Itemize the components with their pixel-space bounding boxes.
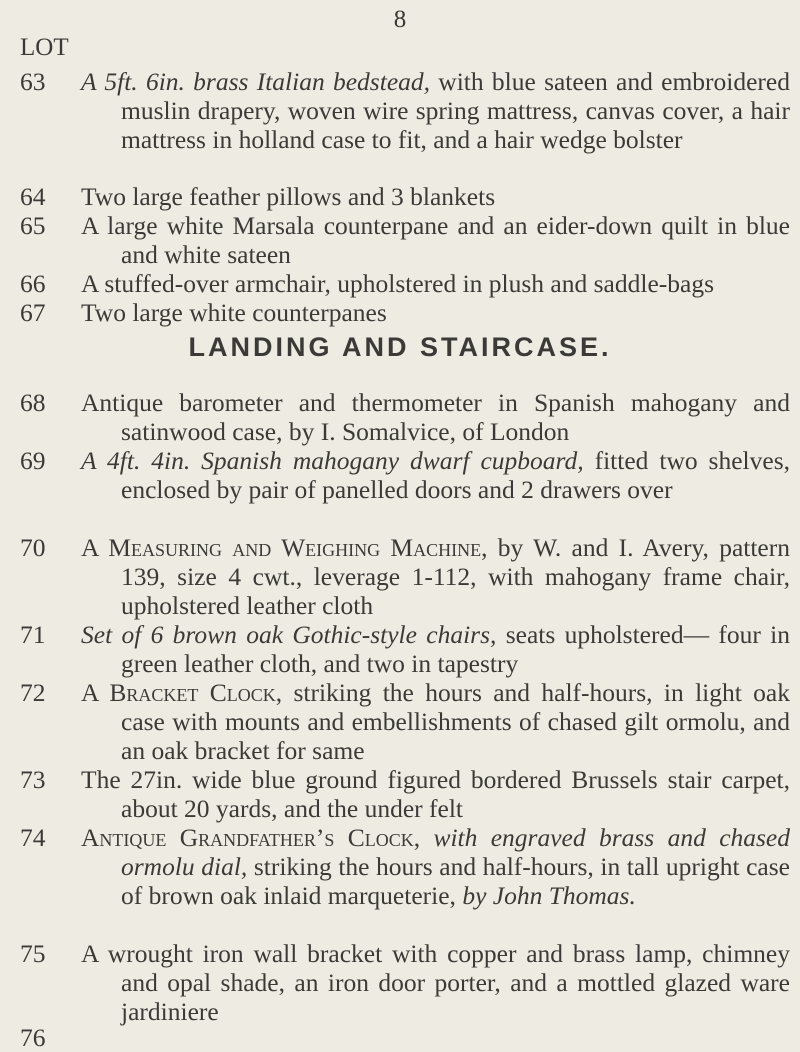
lot-entry-66: [20, 269, 790, 298]
lot-entry-67: [20, 298, 790, 327]
lot-entry-71: [20, 620, 790, 678]
lot-number: 74: [20, 823, 46, 852]
lot-number: 67: [20, 298, 46, 327]
lot-entry-69: [20, 446, 790, 504]
lot-description: A large white Marsala counterpane and an eider-down quilt in blue and white sateen: [81, 211, 790, 269]
lot-description: Set of 6 brown oak Gothic-style chairs, seats upholstered— four in green leather cloth, and two in tapestry: [81, 620, 791, 678]
lot-number: 63: [20, 67, 46, 96]
lot-entry-63: [20, 67, 790, 154]
lot-entry-65: [20, 211, 790, 269]
lot-column-header: LOT: [20, 34, 69, 61]
lot-description: Two large feather pillows and 3 blankets: [81, 182, 496, 211]
lot-number: 64: [20, 182, 46, 211]
lot-description: A wrought iron wall bracket with copper and brass lamp, chimney and opal shade, an iron door porter, and a mottled glazed ware jardiniere: [81, 939, 790, 1026]
lot-entry-64: [20, 182, 790, 211]
lot-description: Antique barometer and thermometer in Spanish mahogany and satinwood case, by I. Somalvice, of London: [81, 388, 790, 446]
lot-entry-72: [20, 678, 790, 765]
lot-description: A Measuring and Weighing Machine, by W. and I. Avery, pattern 139, size 4 cwt., leverage 1-112, with mahogany frame chair, upholstered leather cloth: [81, 533, 790, 620]
lot-number: 68: [20, 388, 46, 417]
lot-description: Antique Grandfather’s Clock, with engraved brass and chased ormolu dial, striking the hours and half-hours, in tall upright case of brown oak inlaid marqueterie, by John Thomas.: [81, 823, 791, 910]
lot-number: 73: [20, 765, 46, 794]
lot-description: A Bracket Clock, striking the hours and half-hours, in light oak case with mounts and embellishments of chased gilt ormolu, and an oak bracket for same: [81, 678, 790, 765]
page-number: 8: [393, 6, 407, 33]
lot-description: The 27in. wide blue ground figured bordered Brussels stair carpet, about 20 yards, and the under felt: [81, 765, 790, 823]
lot-number: 66: [20, 269, 46, 298]
lot-number: 65: [20, 211, 46, 240]
lot-number: 72: [20, 678, 46, 707]
lot-entry-75: [20, 939, 790, 1026]
lot-description: Two large white counterpanes: [81, 298, 387, 327]
lot-description: A stuffed-over armchair, upholstered in plush and saddle-bags: [81, 269, 715, 298]
lot-number: 76: [20, 1023, 46, 1052]
lot-number: 71: [20, 620, 46, 649]
lot-description: A 5ft. 6in. brass Italian bedstead, with blue sateen and embroidered muslin drapery, woven wire spring mattress, canvas cover, a hair mattress in holland case to fit, and a hair wedge bolster: [81, 67, 790, 154]
lot-number: 70: [20, 533, 46, 562]
lot-entry-68: [20, 388, 790, 446]
lot-entry-70: [20, 533, 790, 620]
lot-entry-74: [20, 823, 790, 910]
lot-number: 69: [20, 446, 46, 475]
lot-entry-73: [20, 765, 790, 823]
section-heading: LANDING AND STAIRCASE.: [188, 332, 612, 362]
lot-number: 75: [20, 939, 46, 968]
lot-description: A 4ft. 4in. Spanish mahogany dwarf cupboard, fitted two shelves, enclosed by pair of panelled doors and 2 drawers over: [81, 446, 790, 504]
